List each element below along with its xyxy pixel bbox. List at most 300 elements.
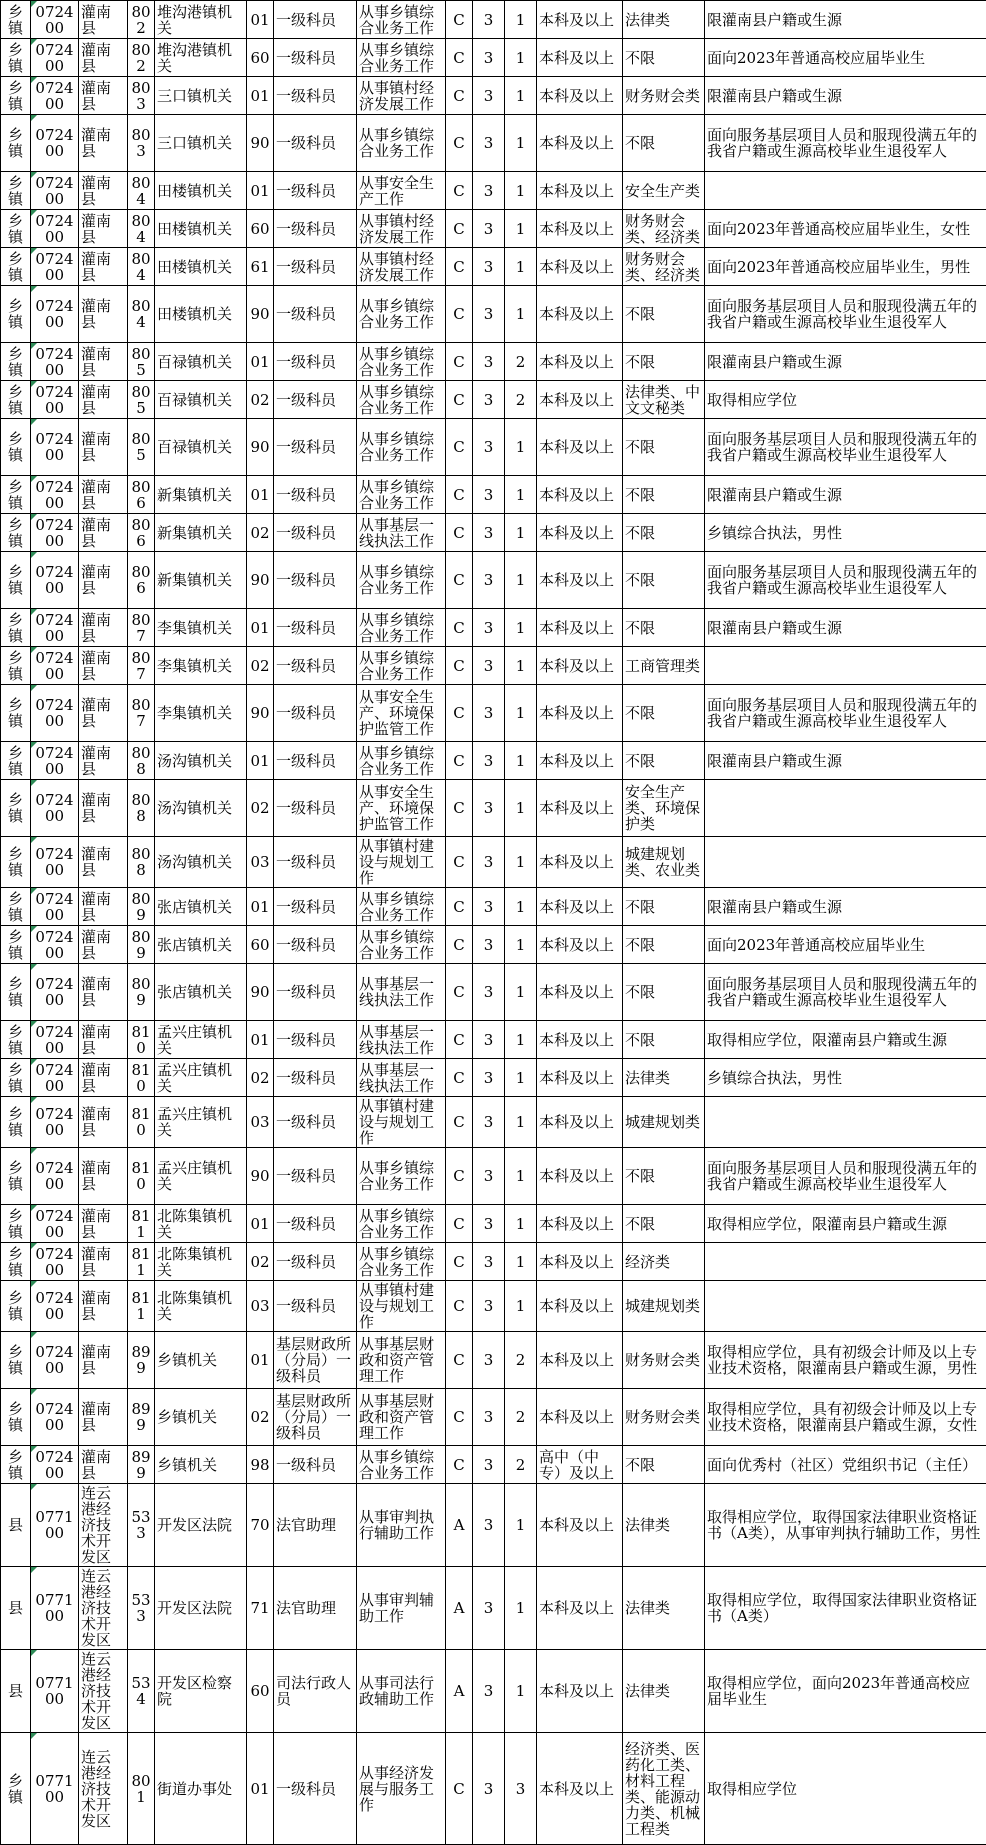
cell-org-name: 孟兴庄镇机关 — [155, 1148, 247, 1205]
cell-level: 乡镇 — [1, 514, 31, 552]
cell-post-desc: 从事乡镇综合业务工作 — [357, 1243, 446, 1281]
cell-post-code: 02 — [247, 1243, 274, 1281]
cell-org-code: 806 — [128, 514, 155, 552]
cell-hire-count: 1 — [505, 1, 537, 39]
table-row — [1, 286, 986, 343]
cell-post-desc: 从事乡镇综合业务工作 — [357, 647, 446, 685]
cell-education: 本科及以上 — [537, 514, 623, 552]
cell-dept-name: 灌南县 — [79, 1332, 128, 1389]
cell-post-name: 一级科员 — [274, 172, 357, 210]
cell-hire-count: 1 — [505, 476, 537, 514]
table-row — [1, 685, 986, 742]
cell-major: 财务财会类、经济类 — [623, 248, 705, 286]
cell-dept-code: 072400 — [31, 1148, 79, 1205]
cell-hire-count: 1 — [505, 1243, 537, 1281]
cell-post-desc: 从事镇村建设与规划工作 — [357, 1097, 446, 1148]
table-row — [1, 1733, 986, 1845]
cell-education: 本科及以上 — [537, 1733, 623, 1845]
cell-post-name: 一级科员 — [274, 609, 357, 647]
cell-level: 乡镇 — [1, 1281, 31, 1332]
cell-org-name: 孟兴庄镇机关 — [155, 1059, 247, 1097]
cell-dept-name: 灌南县 — [79, 1446, 128, 1484]
table-row — [1, 1243, 986, 1281]
cell-post-code: 90 — [247, 964, 274, 1021]
cell-education: 高中（中专）及以上 — [537, 1446, 623, 1484]
cell-post-desc: 从事乡镇综合业务工作 — [357, 1148, 446, 1205]
cell-exam-category: A — [446, 1484, 473, 1567]
cell-post-code: 01 — [247, 742, 274, 780]
cell-dept-code: 072400 — [31, 964, 79, 1021]
cell-org-name: 李集镇机关 — [155, 609, 247, 647]
cell-level: 乡镇 — [1, 609, 31, 647]
cell-other-requirements: 限灌南县户籍或生源 — [705, 343, 986, 381]
cell-post-code: 03 — [247, 1097, 274, 1148]
cell-education: 本科及以上 — [537, 647, 623, 685]
cell-exam-category: C — [446, 210, 473, 248]
cell-education: 本科及以上 — [537, 742, 623, 780]
cell-org-code: 809 — [128, 964, 155, 1021]
cell-major: 不限 — [623, 609, 705, 647]
cell-interview-ratio: 3 — [473, 552, 505, 609]
cell-org-name: 李集镇机关 — [155, 647, 247, 685]
cell-exam-category: C — [446, 552, 473, 609]
cell-post-code: 01 — [247, 888, 274, 926]
cell-post-name: 一级科员 — [274, 742, 357, 780]
cell-hire-count: 1 — [505, 647, 537, 685]
cell-post-desc: 从事乡镇综合业务工作 — [357, 381, 446, 419]
cell-org-name: 北陈集镇机关 — [155, 1281, 247, 1332]
cell-dept-code: 072400 — [31, 1332, 79, 1389]
cell-major: 不限 — [623, 286, 705, 343]
table-row — [1, 514, 986, 552]
cell-other-requirements: 限灌南县户籍或生源 — [705, 476, 986, 514]
cell-post-code: 01 — [247, 1332, 274, 1389]
table-row — [1, 1148, 986, 1205]
cell-major: 不限 — [623, 1148, 705, 1205]
cell-other-requirements — [705, 1243, 986, 1281]
table-row — [1, 77, 986, 115]
cell-exam-category: C — [446, 888, 473, 926]
cell-major: 财务财会类、经济类 — [623, 210, 705, 248]
cell-post-name: 一级科员 — [274, 837, 357, 888]
cell-org-name: 张店镇机关 — [155, 888, 247, 926]
cell-post-name: 一级科员 — [274, 1148, 357, 1205]
cell-dept-code: 072400 — [31, 172, 79, 210]
cell-hire-count: 1 — [505, 609, 537, 647]
cell-other-requirements: 面向2023年普通高校应届毕业生 — [705, 926, 986, 964]
cell-exam-category: C — [446, 1205, 473, 1243]
cell-dept-code: 072400 — [31, 552, 79, 609]
cell-major: 安全生产类、环境保护类 — [623, 780, 705, 837]
cell-level: 乡镇 — [1, 248, 31, 286]
table-row — [1, 1446, 986, 1484]
cell-interview-ratio: 3 — [473, 1243, 505, 1281]
cell-dept-name: 灌南县 — [79, 77, 128, 115]
cell-org-code: 811 — [128, 1205, 155, 1243]
cell-org-code: 807 — [128, 609, 155, 647]
cell-education: 本科及以上 — [537, 1, 623, 39]
cell-post-code: 90 — [247, 685, 274, 742]
table-row — [1, 780, 986, 837]
cell-level: 乡镇 — [1, 1059, 31, 1097]
cell-interview-ratio: 3 — [473, 647, 505, 685]
cell-level: 乡镇 — [1, 685, 31, 742]
cell-education: 本科及以上 — [537, 1097, 623, 1148]
cell-post-name: 法官助理 — [274, 1484, 357, 1567]
cell-major: 工商管理类 — [623, 647, 705, 685]
cell-dept-name: 灌南县 — [79, 780, 128, 837]
cell-dept-code: 072400 — [31, 248, 79, 286]
cell-exam-category: C — [446, 780, 473, 837]
cell-interview-ratio: 3 — [473, 1567, 505, 1650]
cell-dept-code: 072400 — [31, 381, 79, 419]
cell-level: 乡镇 — [1, 742, 31, 780]
cell-post-code: 01 — [247, 476, 274, 514]
cell-interview-ratio: 3 — [473, 514, 505, 552]
cell-dept-code: 072400 — [31, 1, 79, 39]
cell-dept-name: 灌南县 — [79, 1059, 128, 1097]
table-row — [1, 1650, 986, 1733]
cell-major: 不限 — [623, 1021, 705, 1059]
cell-interview-ratio: 3 — [473, 1148, 505, 1205]
cell-dept-name: 灌南县 — [79, 647, 128, 685]
cell-post-desc: 从事安全生产工作 — [357, 172, 446, 210]
cell-dept-name: 灌南县 — [79, 1243, 128, 1281]
cell-other-requirements: 取得相应学位 — [705, 1733, 986, 1845]
cell-org-name: 开发区法院 — [155, 1484, 247, 1567]
cell-exam-category: C — [446, 1021, 473, 1059]
cell-interview-ratio: 3 — [473, 286, 505, 343]
cell-org-code: 811 — [128, 1243, 155, 1281]
cell-post-name: 一级科员 — [274, 1021, 357, 1059]
cell-hire-count: 1 — [505, 248, 537, 286]
cell-education: 本科及以上 — [537, 1332, 623, 1389]
cell-other-requirements: 面向服务基层项目人员和服现役满五年的我省户籍或生源高校毕业生退役军人 — [705, 115, 986, 172]
cell-other-requirements — [705, 172, 986, 210]
cell-post-code: 01 — [247, 1733, 274, 1845]
cell-major: 不限 — [623, 476, 705, 514]
cell-post-desc: 从事乡镇综合业务工作 — [357, 1205, 446, 1243]
cell-level: 乡镇 — [1, 1446, 31, 1484]
cell-level: 乡镇 — [1, 1205, 31, 1243]
cell-education: 本科及以上 — [537, 419, 623, 476]
cell-org-name: 汤沟镇机关 — [155, 742, 247, 780]
cell-interview-ratio: 3 — [473, 210, 505, 248]
cell-post-name: 一级科员 — [274, 1205, 357, 1243]
cell-other-requirements: 面向服务基层项目人员和服现役满五年的我省户籍或生源高校毕业生退役军人 — [705, 1148, 986, 1205]
table-row — [1, 1281, 986, 1332]
cell-post-desc: 从事安全生产、环境保护监管工作 — [357, 685, 446, 742]
table-row — [1, 1567, 986, 1650]
cell-level: 乡镇 — [1, 964, 31, 1021]
cell-dept-code: 072400 — [31, 742, 79, 780]
cell-interview-ratio: 3 — [473, 1332, 505, 1389]
cell-other-requirements: 取得相应学位，取得国家法律职业资格证书（A类），从事审判执行辅助工作，男性 — [705, 1484, 986, 1567]
cell-exam-category: C — [446, 1389, 473, 1446]
cell-education: 本科及以上 — [537, 39, 623, 77]
cell-hire-count: 1 — [505, 1567, 537, 1650]
cell-other-requirements: 限灌南县户籍或生源 — [705, 742, 986, 780]
cell-org-name: 北陈集镇机关 — [155, 1205, 247, 1243]
cell-hire-count: 1 — [505, 742, 537, 780]
cell-org-name: 北陈集镇机关 — [155, 1243, 247, 1281]
table-row — [1, 419, 986, 476]
cell-hire-count: 2 — [505, 1332, 537, 1389]
cell-org-name: 孟兴庄镇机关 — [155, 1021, 247, 1059]
cell-level: 乡镇 — [1, 1, 31, 39]
cell-major: 不限 — [623, 888, 705, 926]
table-row — [1, 343, 986, 381]
cell-other-requirements: 面向2023年普通高校应届毕业生 — [705, 39, 986, 77]
cell-exam-category: C — [446, 926, 473, 964]
cell-education: 本科及以上 — [537, 381, 623, 419]
cell-exam-category: C — [446, 514, 473, 552]
cell-education: 本科及以上 — [537, 172, 623, 210]
cell-org-code: 899 — [128, 1389, 155, 1446]
cell-interview-ratio: 3 — [473, 742, 505, 780]
cell-org-name: 新集镇机关 — [155, 514, 247, 552]
cell-post-code: 61 — [247, 248, 274, 286]
cell-post-code: 90 — [247, 419, 274, 476]
cell-exam-category: C — [446, 685, 473, 742]
cell-org-name: 百禄镇机关 — [155, 343, 247, 381]
cell-post-name: 一级科员 — [274, 248, 357, 286]
cell-dept-code: 072400 — [31, 609, 79, 647]
cell-hire-count: 1 — [505, 685, 537, 742]
cell-org-name: 田楼镇机关 — [155, 210, 247, 248]
cell-major: 不限 — [623, 1205, 705, 1243]
cell-org-name: 开发区法院 — [155, 1567, 247, 1650]
cell-interview-ratio: 3 — [473, 419, 505, 476]
cell-org-code: 808 — [128, 837, 155, 888]
cell-education: 本科及以上 — [537, 1567, 623, 1650]
cell-post-desc: 从事镇村经济发展工作 — [357, 248, 446, 286]
cell-exam-category: C — [446, 286, 473, 343]
cell-level: 乡镇 — [1, 77, 31, 115]
cell-dept-name: 灌南县 — [79, 888, 128, 926]
table-row — [1, 39, 986, 77]
cell-org-code: 808 — [128, 742, 155, 780]
cell-other-requirements: 面向服务基层项目人员和服现役满五年的我省户籍或生源高校毕业生退役军人 — [705, 419, 986, 476]
cell-post-code: 90 — [247, 115, 274, 172]
cell-dept-name: 灌南县 — [79, 837, 128, 888]
cell-dept-code: 072400 — [31, 1059, 79, 1097]
cell-dept-code: 072400 — [31, 514, 79, 552]
cell-post-code: 71 — [247, 1567, 274, 1650]
cell-level: 乡镇 — [1, 1389, 31, 1446]
cell-other-requirements — [705, 837, 986, 888]
cell-post-desc: 从事乡镇综合业务工作 — [357, 476, 446, 514]
cell-post-code: 01 — [247, 343, 274, 381]
cell-interview-ratio: 3 — [473, 1205, 505, 1243]
cell-dept-name: 灌南县 — [79, 476, 128, 514]
cell-post-desc: 从事镇村建设与规划工作 — [357, 1281, 446, 1332]
cell-interview-ratio: 3 — [473, 964, 505, 1021]
cell-education: 本科及以上 — [537, 1059, 623, 1097]
cell-hire-count: 1 — [505, 964, 537, 1021]
cell-org-name: 汤沟镇机关 — [155, 780, 247, 837]
table-row — [1, 964, 986, 1021]
table-row — [1, 1205, 986, 1243]
cell-dept-code: 072400 — [31, 39, 79, 77]
cell-dept-code: 072400 — [31, 1021, 79, 1059]
cell-major: 经济类、医药化工类、材料工程类、能源动力类、机械工程类 — [623, 1733, 705, 1845]
cell-level: 乡镇 — [1, 419, 31, 476]
cell-hire-count: 1 — [505, 780, 537, 837]
cell-education: 本科及以上 — [537, 1389, 623, 1446]
cell-major: 安全生产类 — [623, 172, 705, 210]
cell-interview-ratio: 3 — [473, 248, 505, 286]
cell-hire-count: 1 — [505, 1281, 537, 1332]
cell-dept-code: 072400 — [31, 115, 79, 172]
table-row — [1, 381, 986, 419]
cell-other-requirements: 限灌南县户籍或生源 — [705, 609, 986, 647]
cell-post-name: 基层财政所（分局）一级科员 — [274, 1389, 357, 1446]
table-row — [1, 552, 986, 609]
cell-level: 乡镇 — [1, 1097, 31, 1148]
cell-post-code: 90 — [247, 552, 274, 609]
cell-post-code: 02 — [247, 381, 274, 419]
cell-dept-name: 灌南县 — [79, 926, 128, 964]
cell-major: 不限 — [623, 514, 705, 552]
cell-education: 本科及以上 — [537, 1021, 623, 1059]
cell-education: 本科及以上 — [537, 964, 623, 1021]
cell-hire-count: 1 — [505, 1021, 537, 1059]
cell-post-name: 基层财政所（分局）一级科员 — [274, 1332, 357, 1389]
cell-education: 本科及以上 — [537, 1650, 623, 1733]
cell-interview-ratio: 3 — [473, 780, 505, 837]
cell-exam-category: C — [446, 1243, 473, 1281]
cell-level: 乡镇 — [1, 381, 31, 419]
cell-post-name: 一级科员 — [274, 1, 357, 39]
cell-post-desc: 从事基层财政和资产管理工作 — [357, 1389, 446, 1446]
cell-interview-ratio: 3 — [473, 1733, 505, 1845]
cell-dept-name: 灌南县 — [79, 609, 128, 647]
cell-dept-code: 072400 — [31, 343, 79, 381]
cell-post-desc: 从事镇村经济发展工作 — [357, 210, 446, 248]
cell-org-code: 808 — [128, 780, 155, 837]
cell-hire-count: 1 — [505, 514, 537, 552]
cell-dept-code: 077100 — [31, 1650, 79, 1733]
cell-org-code: 803 — [128, 77, 155, 115]
cell-education: 本科及以上 — [537, 552, 623, 609]
cell-other-requirements: 面向服务基层项目人员和服现役满五年的我省户籍或生源高校毕业生退役军人 — [705, 685, 986, 742]
cell-post-code: 02 — [247, 514, 274, 552]
cell-org-name: 田楼镇机关 — [155, 172, 247, 210]
cell-post-name: 一级科员 — [274, 476, 357, 514]
cell-level: 乡镇 — [1, 210, 31, 248]
cell-hire-count: 2 — [505, 343, 537, 381]
cell-dept-code: 072400 — [31, 1389, 79, 1446]
cell-education: 本科及以上 — [537, 837, 623, 888]
cell-org-code: 809 — [128, 888, 155, 926]
cell-dept-name: 灌南县 — [79, 172, 128, 210]
cell-major: 财务财会类 — [623, 1389, 705, 1446]
cell-dept-code: 072400 — [31, 685, 79, 742]
cell-dept-name: 灌南县 — [79, 1, 128, 39]
cell-post-code: 01 — [247, 1, 274, 39]
cell-other-requirements: 限灌南县户籍或生源 — [705, 888, 986, 926]
cell-hire-count: 1 — [505, 172, 537, 210]
cell-level: 乡镇 — [1, 1332, 31, 1389]
cell-education: 本科及以上 — [537, 1205, 623, 1243]
cell-interview-ratio: 3 — [473, 837, 505, 888]
cell-post-code: 01 — [247, 609, 274, 647]
cell-post-desc: 从事审判执行辅助工作 — [357, 1484, 446, 1567]
cell-interview-ratio: 3 — [473, 115, 505, 172]
table-row — [1, 1, 986, 39]
cell-education: 本科及以上 — [537, 888, 623, 926]
cell-dept-name: 灌南县 — [79, 343, 128, 381]
cell-dept-name: 灌南县 — [79, 1021, 128, 1059]
cell-other-requirements — [705, 1281, 986, 1332]
cell-org-code: 802 — [128, 39, 155, 77]
cell-dept-code: 072400 — [31, 419, 79, 476]
table-row — [1, 476, 986, 514]
job-table-body — [1, 1, 986, 1845]
cell-interview-ratio: 3 — [473, 1021, 505, 1059]
cell-dept-name: 灌南县 — [79, 1389, 128, 1446]
cell-post-code: 60 — [247, 1650, 274, 1733]
cell-post-desc: 从事司法行政辅助工作 — [357, 1650, 446, 1733]
cell-org-code: 810 — [128, 1059, 155, 1097]
cell-org-code: 809 — [128, 926, 155, 964]
cell-post-desc: 从事乡镇综合业务工作 — [357, 609, 446, 647]
cell-post-code: 70 — [247, 1484, 274, 1567]
cell-post-name: 一级科员 — [274, 552, 357, 609]
cell-post-code: 01 — [247, 1205, 274, 1243]
cell-interview-ratio: 3 — [473, 1446, 505, 1484]
cell-major: 法律类、中文文秘类 — [623, 381, 705, 419]
cell-major: 不限 — [623, 419, 705, 476]
cell-education: 本科及以上 — [537, 343, 623, 381]
cell-dept-code: 077100 — [31, 1567, 79, 1650]
cell-interview-ratio: 3 — [473, 1, 505, 39]
cell-major: 财务财会类 — [623, 1332, 705, 1389]
cell-other-requirements: 乡镇综合执法，男性 — [705, 1059, 986, 1097]
cell-post-desc: 从事乡镇综合业务工作 — [357, 552, 446, 609]
cell-org-name: 三口镇机关 — [155, 115, 247, 172]
table-row — [1, 210, 986, 248]
cell-dept-name: 灌南县 — [79, 286, 128, 343]
cell-exam-category: A — [446, 1567, 473, 1650]
cell-major: 法律类 — [623, 1650, 705, 1733]
cell-post-name: 一级科员 — [274, 780, 357, 837]
cell-post-code: 02 — [247, 780, 274, 837]
cell-post-desc: 从事乡镇综合业务工作 — [357, 926, 446, 964]
cell-education: 本科及以上 — [537, 248, 623, 286]
cell-post-name: 一级科员 — [274, 381, 357, 419]
cell-dept-code: 077100 — [31, 1733, 79, 1845]
cell-exam-category: C — [446, 837, 473, 888]
table-row — [1, 172, 986, 210]
cell-level: 乡镇 — [1, 926, 31, 964]
cell-major: 城建规划类、农业类 — [623, 837, 705, 888]
cell-level: 乡镇 — [1, 837, 31, 888]
cell-exam-category: C — [446, 1059, 473, 1097]
cell-dept-name: 灌南县 — [79, 1097, 128, 1148]
cell-interview-ratio: 3 — [473, 39, 505, 77]
cell-org-code: 810 — [128, 1148, 155, 1205]
cell-post-name: 一级科员 — [274, 1733, 357, 1845]
cell-other-requirements: 取得相应学位，限灌南县户籍或生源 — [705, 1205, 986, 1243]
cell-hire-count: 1 — [505, 77, 537, 115]
cell-education: 本科及以上 — [537, 926, 623, 964]
cell-education: 本科及以上 — [537, 780, 623, 837]
cell-hire-count: 1 — [505, 1205, 537, 1243]
cell-org-code: 899 — [128, 1446, 155, 1484]
cell-exam-category: C — [446, 1097, 473, 1148]
